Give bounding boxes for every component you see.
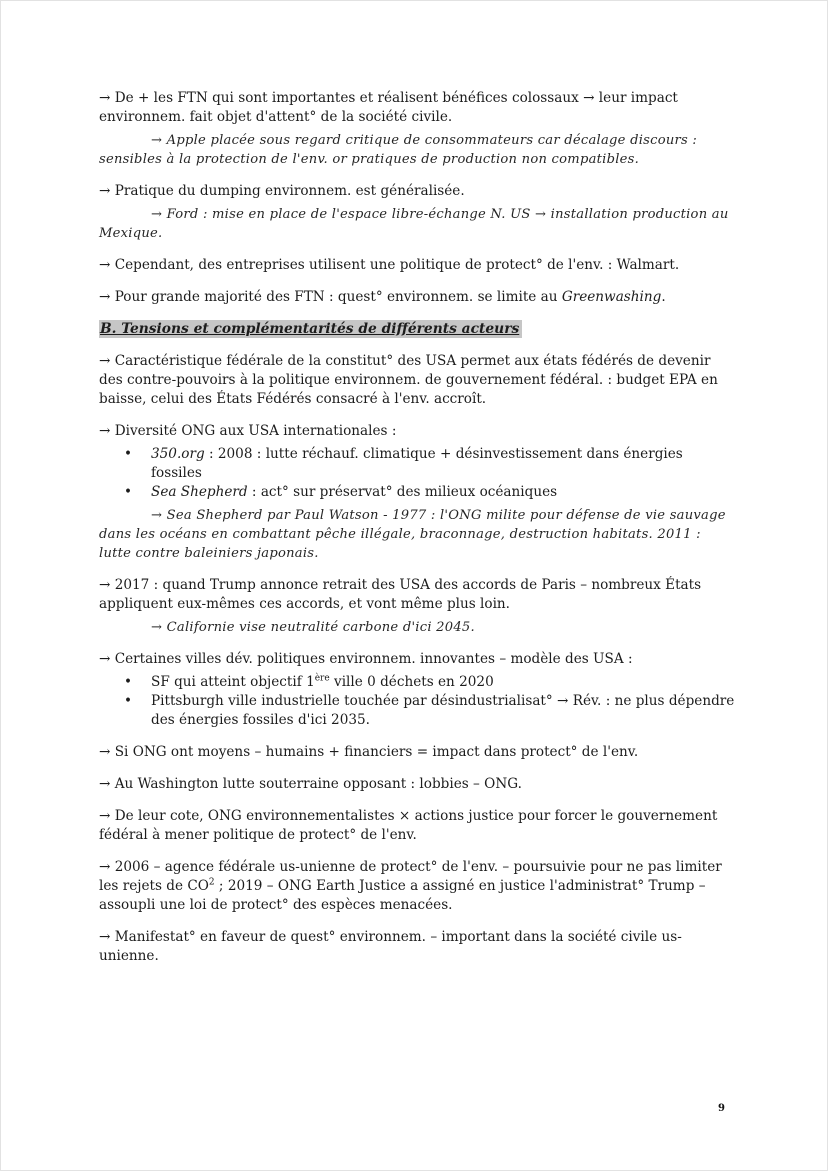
text-segment: → Caractéristique fédérale de la constitut° des USA permet aux états fédérés de devenir des contre-pouvoirs à la politique environnem. de gouvernement fédéral. : budget EPA en baisse, celui des États Fédérés consacré à l'env. accroît.: [99, 353, 718, 407]
text-segment: : 2008 : lutte réchauf. climatique + désinvestissement dans énergies fossiles: [151, 446, 683, 481]
text-segment: → Diversité ONG aux USA internationales :: [99, 423, 397, 439]
text-segment: 2: [208, 877, 215, 888]
text-segment: → Sea Shepherd par Paul Watson - 1977 : l'ONG milite pour défense de vie sauvage dans les océans en combattant pêche illégale, braconnage, destruction habitats. 2011 : lutte contre baleiniers japonais.: [99, 508, 726, 561]
text-segment: SF qui atteint objectif 1: [151, 674, 315, 690]
paragraph: [99, 89, 735, 127]
text-segment: → Ford : mise en place de l'espace libre-échange N. US → installation production au Mexique.: [99, 207, 729, 241]
text-segment: → Certaines villes dév. politiques environnem. innovantes – modèle des USA :: [99, 651, 633, 667]
text-segment: → 2017 : quand Trump annonce retrait des USA des accords de Paris – nombreux États appliquent eux-mêmes ces accords, et vont même plus loin.: [99, 577, 702, 612]
heading-highlight: [99, 320, 522, 338]
handwritten-note: [99, 618, 735, 637]
text-segment: Sea Shepherd: [151, 484, 248, 500]
bullet-item: [99, 692, 735, 730]
paragraph: [99, 650, 735, 669]
text-segment: → Californie vise neutralité carbone d'ici 2045.: [151, 620, 475, 635]
paragraph: [99, 288, 735, 307]
bullet-item: [99, 673, 735, 692]
handwritten-note: [99, 205, 735, 243]
paragraph: [99, 352, 735, 409]
handwritten-note: [99, 131, 735, 169]
section-heading: [99, 320, 735, 339]
text-segment: ère: [314, 673, 330, 684]
text-segment: → Si ONG ont moyens – humains + financiers = impact dans protect° de l'env.: [99, 744, 639, 760]
paragraph: [99, 928, 735, 966]
page-number: 9: [718, 1103, 725, 1114]
text-segment: Greenwashing: [561, 289, 662, 305]
text-segment: 350.org: [151, 446, 205, 462]
bullet-item: [99, 483, 735, 502]
paragraph: [99, 576, 735, 614]
paragraph: [99, 743, 735, 762]
paragraph: [99, 775, 735, 794]
text-segment: → Pour grande majorité des FTN : quest° environnem. se limite au: [99, 289, 562, 305]
text-segment: → Apple placée sous regard critique de consommateurs car décalage discours : sensibles à la protection de l'env. or pratiques de production non compatibles.: [99, 133, 698, 167]
paragraph: [99, 182, 735, 201]
text-segment: ; 2019 – ONG Earth Justice a assigné en justice l'administrat° Trump – assoupli une loi de protect° des espèces menacées.: [99, 878, 706, 913]
text-segment: → Pratique du dumping environnem. est généralisée.: [99, 183, 465, 199]
text-segment: → De + les FTN qui sont importantes et réalisent bénéfices colossaux → leur impact environnem. fait objet d'attent° de la société civile.: [99, 90, 678, 125]
bullet-list: [99, 445, 735, 502]
text-segment: B. Tensions et complémentarités de différents acteurs: [100, 321, 520, 337]
text-segment: : act° sur préservat° des milieux océaniques: [247, 484, 558, 500]
document-body: [99, 89, 735, 979]
handwritten-note: [99, 506, 735, 563]
text-segment: → Manifestat° en faveur de quest° environnem. – important dans la société civile us-unienne.: [99, 929, 682, 964]
paragraph: [99, 256, 735, 275]
paragraph: [99, 858, 735, 915]
text-segment: ville 0 déchets en 2020: [329, 674, 494, 690]
bullet-item: [99, 445, 735, 483]
paragraph: [99, 422, 735, 441]
bullet-list: [99, 673, 735, 730]
text-segment: → Cependant, des entreprises utilisent une politique de protect° de l'env. : Walmart.: [99, 257, 680, 273]
text-segment: → 2006 – agence fédérale us-unienne de protect° de l'env. – poursuivie pour ne pas limiter les rejets de CO: [99, 859, 722, 894]
text-segment: .: [661, 289, 666, 305]
text-segment: Pittsburgh ville industrielle touchée par désindustrialisat° → Rév. : ne plus dépendre des énergies fossiles d'ici 2035.: [151, 693, 735, 728]
text-segment: → Au Washington lutte souterraine opposant : lobbies – ONG.: [99, 776, 522, 792]
paragraph: [99, 807, 735, 845]
text-segment: → De leur cote, ONG environnementalistes × actions justice pour forcer le gouvernement fédéral à mener politique de protect° de l'env.: [99, 808, 718, 843]
